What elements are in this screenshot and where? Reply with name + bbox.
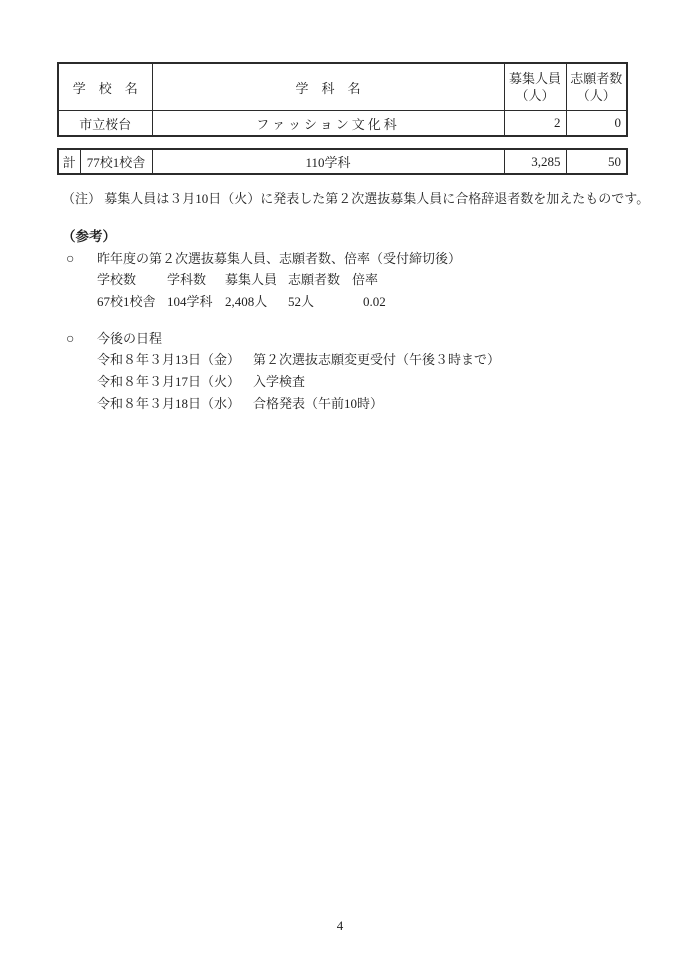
table-row	[58, 111, 627, 137]
value-department-count: 104学科	[167, 294, 213, 309]
reference-heading: （参考）	[62, 229, 116, 244]
total-row	[58, 149, 627, 174]
header-capacity-line2: （人）	[515, 88, 555, 103]
circle-bullet-icon: ○	[66, 252, 75, 267]
schedule-item	[97, 350, 500, 369]
cell-school-name: 市立桜台	[58, 111, 152, 137]
last-year-title: 昨年度の第２次選抜募集人員、志願者数、倍率（受付締切後）	[97, 251, 462, 266]
schedule-date: 令和８年３月13日（金）	[97, 352, 241, 367]
value-school-count: 67校1校舎	[97, 294, 156, 309]
total-applicants: 50	[566, 149, 627, 174]
schedule-item	[97, 394, 383, 413]
schedule-title: 今後の日程	[97, 331, 163, 346]
value-applicants: 52人	[288, 294, 315, 309]
header-capacity	[504, 63, 566, 111]
schedule-event: 合格発表（午前10時）	[253, 396, 384, 411]
col-label-school-count: 学校数	[97, 272, 137, 287]
header-applicants	[566, 63, 627, 111]
col-label-ratio: 倍率	[352, 272, 379, 287]
last-year-columns-row	[97, 270, 378, 289]
value-ratio: 0.02	[363, 294, 386, 309]
schedule-item	[97, 372, 305, 391]
cell-department-name: ファッション文化科	[152, 111, 504, 137]
header-applicants-line1: 志願者数	[570, 71, 623, 86]
col-label-applicants: 志願者数	[288, 272, 341, 287]
circle-bullet-icon: ○	[66, 332, 75, 347]
header-department-name: 学 科 名	[152, 63, 504, 111]
total-department-count: 110学科	[152, 149, 504, 174]
schedule-date: 令和８年３月18日（水）	[97, 396, 241, 411]
schedule-date: 令和８年３月17日（火）	[97, 374, 241, 389]
table-header-row	[58, 63, 627, 111]
footnote: （注） 募集人員は３月10日（火）に発表した第２次選抜募集人員に合格辞退者数を加えたものです。	[62, 191, 650, 206]
header-capacity-line1: 募集人員	[508, 71, 561, 86]
schedule-section-title	[66, 329, 162, 349]
total-table	[57, 148, 628, 175]
last-year-section-title	[66, 249, 461, 269]
schedule-event: 入学検査	[253, 374, 306, 389]
value-capacity: 2,408人	[225, 294, 268, 309]
cell-applicants: 0	[566, 111, 627, 137]
admissions-table	[57, 62, 628, 137]
col-label-capacity: 募集人員	[225, 272, 278, 287]
total-school-count: 77校1校舎	[80, 149, 152, 174]
page-number: 4	[336, 918, 344, 933]
header-applicants-line2: （人）	[576, 88, 616, 103]
col-label-department-count: 学科数	[167, 272, 207, 287]
schedule-event: 第２次選抜志願変更受付（午後３時まで）	[253, 352, 501, 367]
header-school-name: 学 校 名	[58, 63, 152, 111]
total-capacity: 3,285	[504, 149, 566, 174]
total-label: 計	[58, 149, 80, 174]
last-year-values-row	[97, 292, 386, 311]
cell-capacity: 2	[504, 111, 566, 137]
